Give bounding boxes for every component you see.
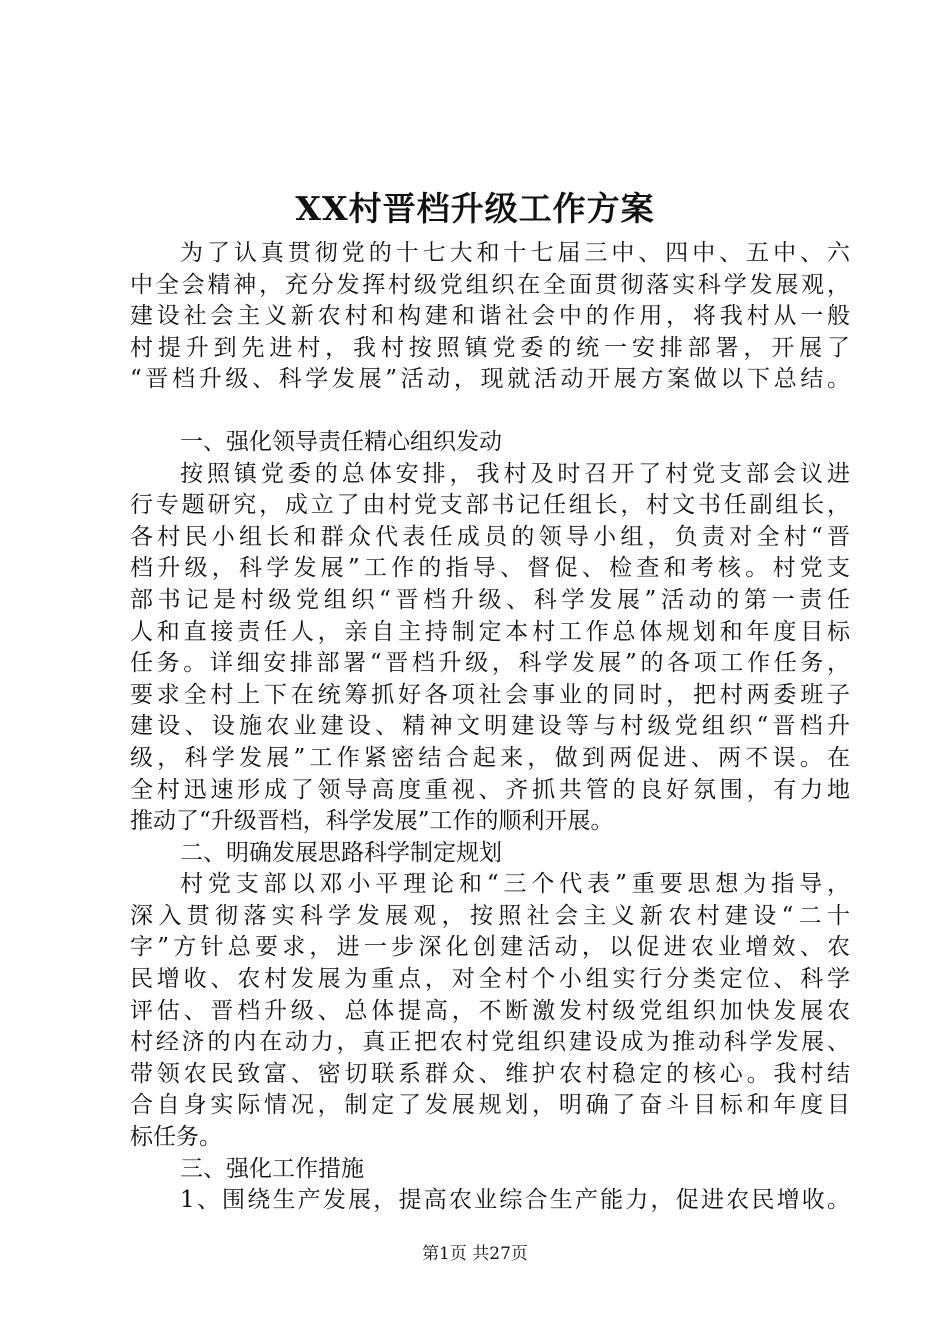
section2-line: 带领农民致富、密切联系群众、维护农村稳定的核心。我村结 [130,1060,850,1087]
section2-line: 评估、晋档升级、总体提高，不断激发村级党组织加快发展农 [130,997,850,1024]
intro-line: 中全会精神，充分发挥村级党组织在全面贯彻落实科学发展观， [130,271,850,298]
section1-line: 按照镇党委的总体安排，我村及时召开了村党支部会议进 [180,460,850,487]
section-heading-3: 三、强化工作措施 [180,1155,364,1182]
section1-line: 部书记是村级党组织“晋档升级、科学发展”活动的第一责任 [130,586,850,613]
intro-line: 为了认真贯彻党的十七大和十七届三中、四中、五中、六 [180,240,850,266]
section2-line: 合自身实际情况，制定了发展规划，明确了奋斗目标和年度目 [130,1092,850,1119]
document-title: XX村晋档升级工作方案 [295,189,655,228]
paragraph-gap [130,396,850,427]
section2-line: 民增收、农村发展为重点，对全村个小组实行分类定位、科学 [130,966,850,993]
section-heading-1: 一、强化领导责任精心组织发动 [180,428,502,455]
section2-line: 标任务。 [130,1124,222,1151]
section3-item: 1、围绕生产发展，提高农业综合生产能力，促进农民增收。 [180,1187,850,1214]
section-heading-2: 二、明确发展思路科学制定规划 [180,839,502,866]
intro-line: “晋档升级、科学发展”活动，现就活动开展方案做以下总结。 [130,366,850,393]
intro-line: 村提升到先进村，我村按照镇党委的统一安排部署，开展了 [130,334,850,361]
section2-line: 字”方针总要求，进一步深化创建活动，以促进农业增效、农 [130,934,850,961]
section1-line: 人和直接责任人，亲自主持制定本村工作总体规划和年度目标 [130,618,850,645]
document-body [130,238,850,1217]
section1-line: 全村迅速形成了领导高度重视、齐抓共管的良好氛围，有力地 [130,776,850,803]
section1-line: 级，科学发展”工作紧密结合起来，做到两促进、两不误。在 [130,744,850,771]
section1-line: 各村民小组长和群众代表任成员的领导小组，负责对全村“晋 [130,523,850,550]
intro-line: 建设社会主义新农村和构建和谐社会中的作用，将我村从一般 [130,303,850,330]
section1-line: 推动了“升级晋档，科学发展”工作的顺利开展。 [130,808,614,835]
section1-line: 档升级，科学发展”工作的指导、督促、检查和考核。村党支 [130,555,850,582]
section2-line: 村经济的内在动力，真正把农村党组织建设成为推动科学发展、 [130,1029,850,1056]
section1-line: 建设、设施农业建设、精神文明建设等与村级党组织“晋档升 [130,713,850,740]
section2-line: 村党支部以邓小平理论和“三个代表”重要思想为指导， [180,871,850,898]
section1-line: 任务。详细安排部署“晋档升级，科学发展”的各项工作任务， [130,650,850,677]
section2-line: 深入贯彻落实科学发展观，按照社会主义新农村建设“二十 [130,902,850,929]
section1-line: 要求全村上下在统筹抓好各项社会事业的同时，把村两委班子 [130,681,850,708]
section1-line: 行专题研究，成立了由村党支部书记任组长，村文书任副组长， [130,492,850,519]
page-number-footer: 第1页 共27页 [422,1244,528,1264]
